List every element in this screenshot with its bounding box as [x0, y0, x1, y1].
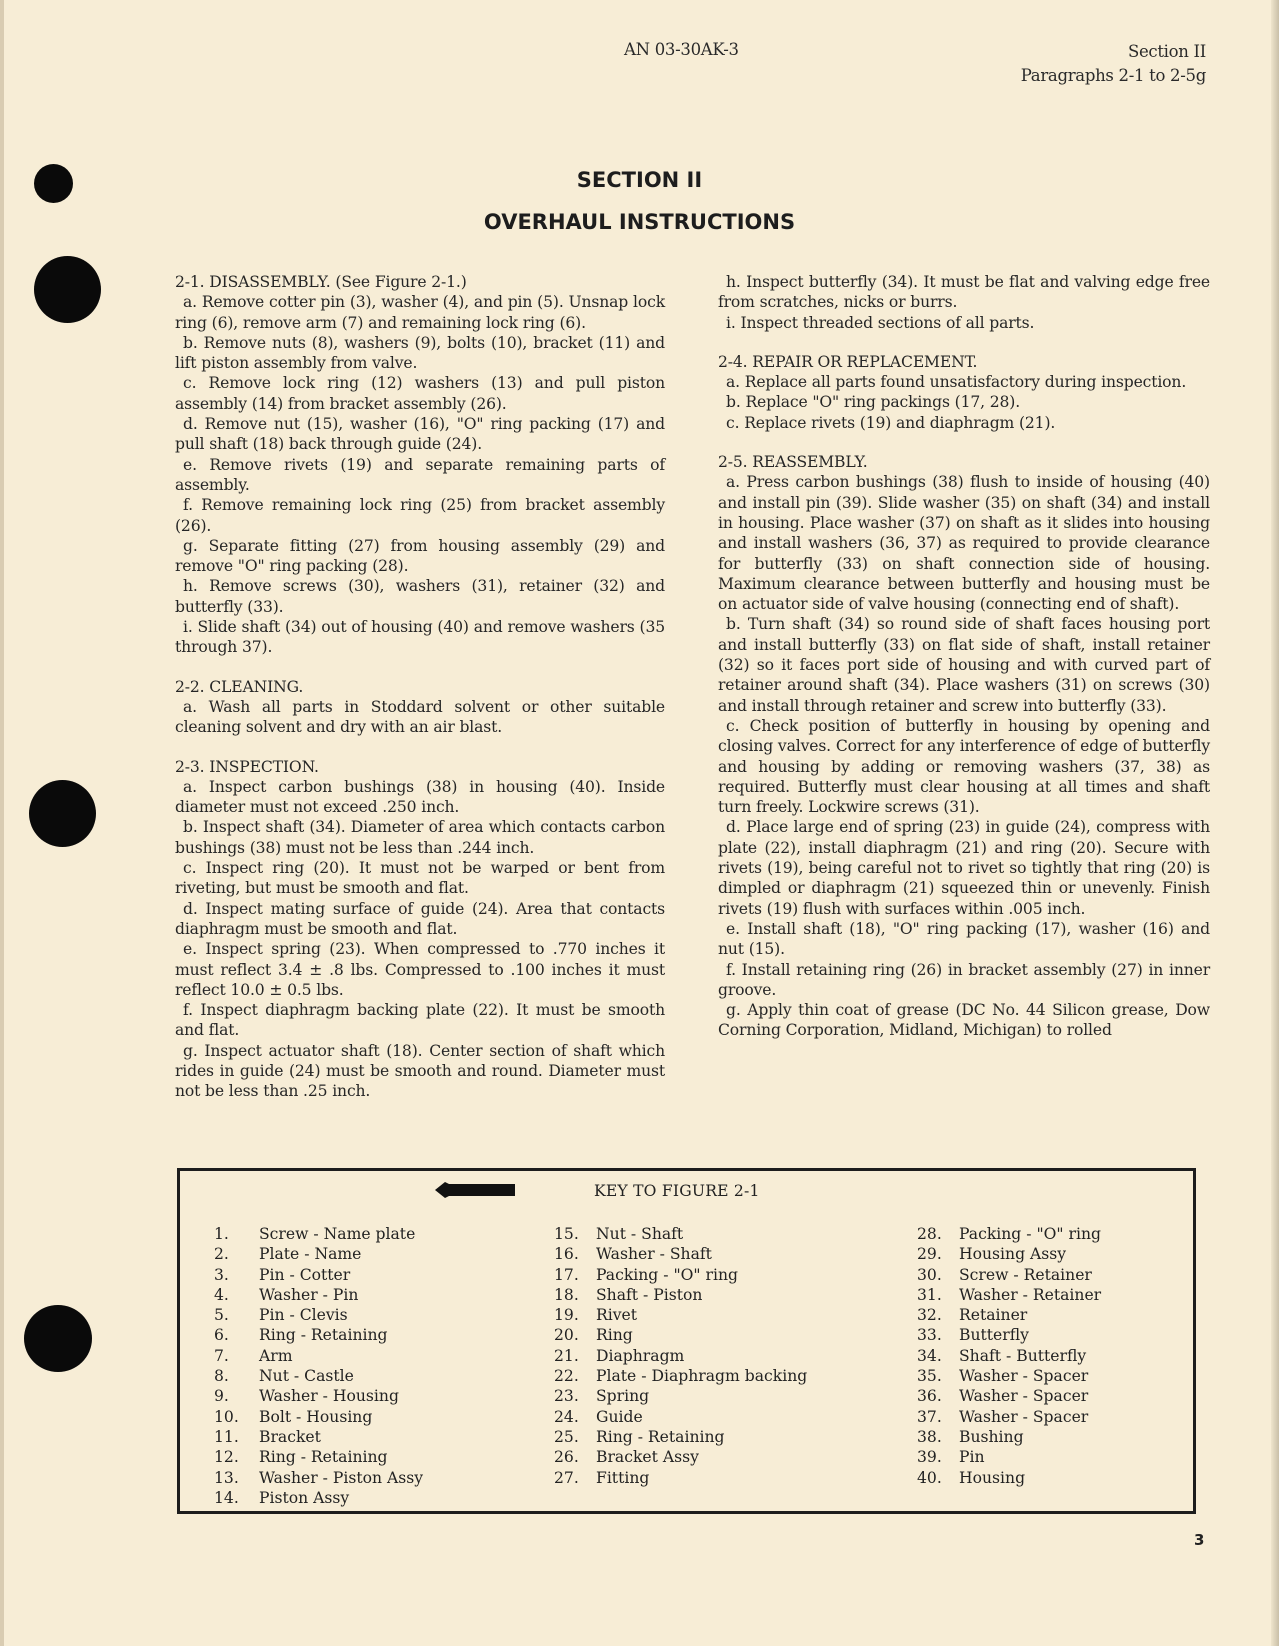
key-item-number: 17. [554, 1265, 579, 1284]
key-item-number: 30. [917, 1265, 942, 1284]
key-item-label: Diaphragm [596, 1346, 685, 1365]
reassembly-step: a. Press carbon bushings (38) flush to inside of housing (40) and install pin (39). Slide washer (35) on shaft (34) and install in housing. Place washer (37) on shaft as it slides into housing and install washers (36, 37) as required to provide clearance for butterfly (33) on shaft connection side of housing. Maximum clearance between butterfly and housing must be on actuator side of valve housing (connecting end of shaft). [718, 473, 1210, 614]
key-item-label: Screw - Retainer [959, 1265, 1092, 1284]
key-item-number: 29. [917, 1245, 942, 1264]
key-item-number: 1. [214, 1225, 229, 1243]
reassembly-heading: 2-5. REASSEMBLY. [718, 453, 868, 472]
inspection-heading: 2-3. INSPECTION. [175, 757, 319, 776]
key-item-label: Housing Assy [959, 1245, 1067, 1264]
key-item-label: Washer - Spacer [959, 1367, 1089, 1386]
key-item-number: 3. [214, 1265, 229, 1284]
paragraph-range: Paragraphs 2-1 to 2-5g [1020, 66, 1206, 85]
page-edge-right [1271, 0, 1279, 1646]
key-item-number: 12. [214, 1448, 239, 1467]
key-item-label: Pin - Cotter [259, 1265, 351, 1284]
key-item-label: Spring [596, 1387, 650, 1406]
key-item-label: Screw - Name plate [259, 1225, 416, 1243]
key-item [917, 1265, 1101, 1285]
key-item [917, 1468, 1101, 1488]
key-item-label: Nut - Castle [259, 1367, 354, 1386]
key-item [554, 1386, 807, 1406]
inspection-step: h. Inspect butterfly (34). It must be flat and valving edge free from scratches, nicks or burrs. [718, 273, 1210, 312]
key-item-number: 8. [214, 1367, 229, 1386]
key-item-number: 5. [214, 1306, 229, 1325]
key-item [214, 1468, 423, 1488]
key-item-label: Piston Assy [259, 1488, 350, 1507]
key-item-number: 18. [554, 1285, 579, 1304]
key-item-label: Ring - Retaining [259, 1448, 388, 1467]
key-item [214, 1366, 423, 1386]
key-item [214, 1265, 423, 1285]
repair-step: a. Replace all parts found unsatisfactory during inspection. [726, 373, 1187, 392]
key-item [214, 1285, 423, 1305]
key-item [214, 1224, 423, 1244]
key-item [917, 1427, 1101, 1447]
reassembly-step: d. Place large end of spring (23) in guide (24), compress with plate (22), install diaphragm (21) and ring (20). Secure with rivets (19), being careful not to rivet so tightly that ring (20) is dimpled or diaphragm (21) squeezed thin or unevenly. Finish rivets (19) flush with surfaces within .005 inch. [718, 818, 1210, 918]
key-item-number: 35. [917, 1367, 942, 1386]
page-edge-left [0, 0, 4, 1646]
repair-step: b. Replace "O" ring packings (17, 28). [726, 393, 1021, 412]
key-item-label: Washer - Spacer [959, 1407, 1089, 1426]
key-item [554, 1325, 807, 1345]
key-item-label: Packing - "O" ring [959, 1225, 1102, 1243]
key-item-label: Nut - Shaft [596, 1225, 684, 1243]
key-item-number: 10. [214, 1407, 239, 1426]
figure-key-box [177, 1168, 1196, 1514]
key-item-label: Pin [959, 1448, 985, 1467]
key-item-number: 14. [214, 1488, 239, 1507]
key-item-number: 31. [917, 1285, 942, 1304]
cleaning-step: a. Wash all parts in Stoddard solvent or other suitable cleaning solvent and dry with an air blast. [175, 697, 665, 737]
disassembly-step: c. Remove lock ring (12) washers (13) and pull piston assembly (14) from bracket assembly (26). [175, 374, 665, 413]
inspection-step: b. Inspect shaft (34). Diameter of area which contacts carbon bushings (38) must not be less than .244 inch. [175, 818, 665, 857]
key-item-label: Washer - Shaft [596, 1245, 712, 1264]
key-item [917, 1325, 1101, 1345]
key-item [554, 1407, 807, 1427]
key-item [917, 1285, 1101, 1305]
key-item-number: 19. [554, 1306, 579, 1325]
key-item-number: 16. [554, 1245, 579, 1264]
section-name-title: OVERHAUL INSTRUCTIONS [483, 210, 796, 234]
key-item-label: Guide [596, 1407, 643, 1426]
reassembly-step: g. Apply thin coat of grease (DC No. 44 Silicon grease, Dow Corning Corporation, Midland, Michigan) to rolled [718, 1001, 1210, 1040]
key-item [917, 1244, 1101, 1264]
inspection-step: a. Inspect carbon bushings (38) in housing (40). Inside diameter must not exceed .250 inch. [175, 777, 665, 817]
key-item [917, 1224, 1101, 1244]
key-item-number: 22. [554, 1367, 579, 1386]
key-item-label: Arm [259, 1346, 293, 1365]
disassembly-step: b. Remove nuts (8), washers (9), bolts (10), bracket (11) and lift piston assembly from valve. [175, 333, 665, 373]
section-label: Section II [1127, 42, 1206, 61]
key-item [554, 1366, 807, 1386]
right-column [718, 272, 1210, 1060]
binder-hole-icon [24, 1305, 92, 1372]
key-item [917, 1346, 1101, 1366]
disassembly-step: g. Separate fitting (27) from housing assembly (29) and remove "O" ring packing (28). [175, 536, 665, 576]
repair-heading: 2-4. REPAIR OR REPLACEMENT. [718, 352, 978, 371]
key-item [917, 1407, 1101, 1427]
reassembly-step: b. Turn shaft (34) so round side of shaft faces housing port and install butterfly (33) on flat side of shaft, install retainer (32) so it faces port side of housing and with curved part of retainer around shaft (34). Place washers (31) on screws (30) and install through retainer and screw into butterfly (33). [718, 615, 1210, 715]
document-code: AN 03-30AK-3 [624, 40, 739, 59]
key-item [554, 1244, 807, 1264]
inspection-step: c. Inspect ring (20). It must not be warped or bent from riveting, but must be smooth and flat. [175, 859, 665, 898]
key-item-label: Bushing [959, 1427, 1024, 1446]
key-item-number: 6. [214, 1326, 229, 1345]
cleaning-heading: 2-2. CLEANING. [175, 677, 304, 696]
inspection-step: d. Inspect mating surface of guide (24). Area that contacts diaphragm must be smooth and flat. [175, 899, 665, 938]
key-item [917, 1447, 1101, 1467]
key-item-label: Shaft - Butterfly [959, 1346, 1087, 1365]
key-item-number: 32. [917, 1306, 942, 1325]
key-item [554, 1224, 807, 1244]
key-item-number: 2. [214, 1245, 229, 1264]
key-item-label: Washer - Spacer [959, 1387, 1089, 1406]
key-item [554, 1305, 807, 1325]
section-reference [1021, 40, 1206, 88]
key-item-label: Shaft - Piston [596, 1285, 703, 1304]
inspection-continued [718, 272, 1210, 333]
key-item-label: Washer - Housing [259, 1387, 399, 1406]
left-column [175, 272, 665, 1121]
key-item-number: 9. [214, 1387, 229, 1406]
cleaning-section [175, 677, 665, 738]
key-item-number: 26. [554, 1448, 579, 1467]
key-item-label: Bracket Assy [596, 1448, 699, 1467]
key-item [554, 1285, 807, 1305]
key-item-number: 27. [554, 1468, 579, 1487]
binder-hole-icon [34, 256, 101, 323]
inspection-step: e. Inspect spring (23). When compressed to .770 inches it must reflect 3.4 ± .8 lbs. Compressed to .100 inches it must reflect 10.0 ± 0.5 lbs. [175, 940, 665, 999]
key-item-number: 28. [917, 1225, 942, 1243]
key-item-label: Housing [959, 1468, 1026, 1487]
inspection-section [175, 757, 665, 1102]
disassembly-step: a. Remove cotter pin (3), washer (4), and pin (5). Unsnap lock ring (6), remove arm (7) and remaining lock ring (6). [175, 293, 665, 332]
key-item [554, 1427, 807, 1447]
key-item [554, 1468, 807, 1488]
key-item-label: Bolt - Housing [259, 1407, 373, 1426]
disassembly-heading: 2-1. DISASSEMBLY. (See Figure 2-1.) [175, 273, 467, 291]
section-number-title: SECTION II [576, 168, 703, 192]
reassembly-step: f. Install retaining ring (26) in bracket assembly (27) in inner groove. [718, 960, 1210, 999]
key-item [214, 1488, 423, 1508]
key-item-label: Plate - Name [259, 1245, 362, 1264]
page-number: 3 [1194, 1531, 1205, 1549]
key-item-label: Butterfly [959, 1326, 1029, 1345]
key-item-label: Washer - Pin [259, 1285, 359, 1304]
key-item-label: Washer - Retainer [959, 1285, 1102, 1304]
inspection-step: f. Inspect diaphragm backing plate (22). It must be smooth and flat. [175, 1001, 665, 1040]
disassembly-step: f. Remove remaining lock ring (25) from bracket assembly (26). [175, 496, 665, 535]
key-item [214, 1407, 423, 1427]
reassembly-section [718, 452, 1210, 1041]
key-item [554, 1265, 807, 1285]
key-item-label: Fitting [596, 1468, 650, 1487]
key-item-label: Ring - Retaining [596, 1427, 725, 1446]
key-item-label: Ring [596, 1326, 633, 1345]
inspection-step: i. Inspect threaded sections of all parts. [726, 313, 1035, 332]
reassembly-step: c. Check position of butterfly in housing by opening and closing valves. Correct for any interference of edge of butterfly and housing by adding or removing washers (37, 38) as required. Butterfly must clear housing at all times and shaft turn freely. Lockwire screws (31). [718, 716, 1210, 817]
key-column-1 [214, 1224, 423, 1508]
repair-section [718, 352, 1210, 433]
disassembly-step: h. Remove screws (30), washers (31), retainer (32) and butterfly (33). [175, 577, 665, 616]
disassembly-section [175, 272, 665, 658]
key-item-number: 33. [917, 1326, 942, 1345]
key-item-label: Retainer [959, 1306, 1028, 1325]
key-item-number: 7. [214, 1346, 229, 1365]
binder-hole-icon [29, 780, 96, 847]
key-item [214, 1346, 423, 1366]
key-title: KEY TO FIGURE 2-1 [594, 1182, 760, 1200]
key-item-number: 36. [917, 1387, 942, 1406]
key-item [917, 1386, 1101, 1406]
key-item-label: Rivet [596, 1306, 638, 1325]
key-item [917, 1305, 1101, 1325]
key-item [214, 1325, 423, 1345]
key-item-label: Pin - Clevis [259, 1306, 348, 1325]
key-column-3 [917, 1224, 1101, 1488]
key-item [214, 1447, 423, 1467]
key-item-number: 23. [554, 1387, 579, 1406]
key-item-number: 40. [917, 1468, 942, 1487]
key-item [554, 1346, 807, 1366]
key-item-number: 13. [214, 1468, 239, 1487]
key-item [214, 1386, 423, 1406]
key-item-number: 38. [917, 1427, 942, 1446]
left-arrow-icon [435, 1182, 515, 1198]
key-item [554, 1447, 807, 1467]
key-item-number: 37. [917, 1407, 942, 1426]
key-item [214, 1244, 423, 1264]
key-item-number: 20. [554, 1326, 579, 1345]
reassembly-step: e. Install shaft (18), "O" ring packing (17), washer (16) and nut (15). [718, 919, 1210, 959]
repair-step: c. Replace rivets (19) and diaphragm (21). [726, 413, 1056, 432]
key-item-number: 39. [917, 1448, 942, 1467]
key-item [917, 1366, 1101, 1386]
key-item-number: 11. [214, 1427, 239, 1446]
key-item-number: 34. [917, 1346, 942, 1365]
disassembly-step: i. Slide shaft (34) out of housing (40) and remove washers (35 through 37). [175, 618, 665, 657]
key-item-label: Plate - Diaphragm backing [596, 1367, 808, 1386]
key-item-label: Washer - Piston Assy [259, 1468, 424, 1487]
key-item-number: 24. [554, 1407, 579, 1426]
key-item-number: 25. [554, 1427, 579, 1446]
inspection-step: g. Inspect actuator shaft (18). Center section of shaft which rides in guide (24) must be smooth and round. Diameter must not be less than .25 inch. [175, 1041, 665, 1101]
key-item-label: Bracket [259, 1427, 321, 1446]
key-item-number: 21. [554, 1346, 579, 1365]
disassembly-step: e. Remove rivets (19) and separate remaining parts of assembly. [175, 455, 665, 494]
key-item-label: Packing - "O" ring [596, 1265, 739, 1284]
key-column-2 [554, 1224, 807, 1488]
disassembly-step: d. Remove nut (15), washer (16), "O" ring packing (17) and pull shaft (18) back through guide (24). [175, 415, 665, 454]
key-item-label: Ring - Retaining [259, 1326, 388, 1345]
key-item-number: 15. [554, 1225, 579, 1243]
key-item-number: 4. [214, 1285, 229, 1304]
key-item [214, 1427, 423, 1447]
key-item [214, 1305, 423, 1325]
